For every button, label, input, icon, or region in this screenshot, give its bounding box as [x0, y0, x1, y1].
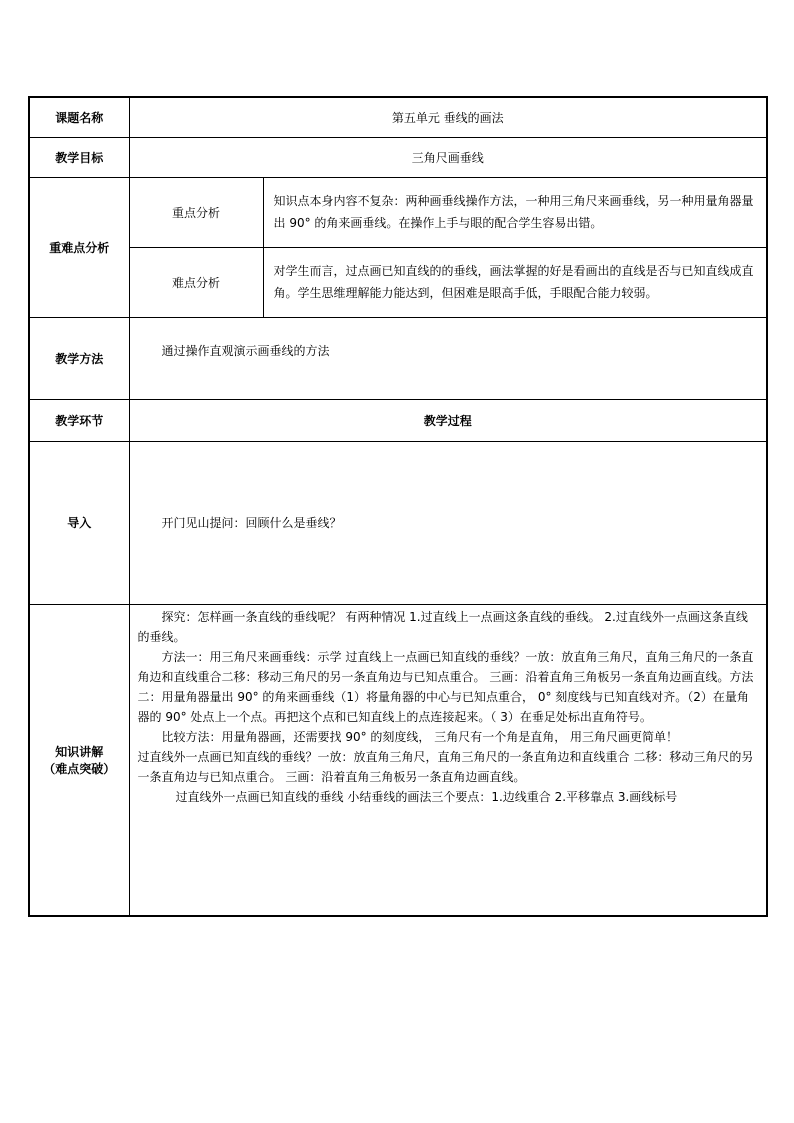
- title-label: 课题名称: [29, 97, 129, 137]
- knowledge-paragraph: 方法一：用三角尺来画垂线：示学 过直线上一点画已知直线的垂线？一放：放直角三角尺，直角三角尺的一条直角边和直线重合二移：移动三角尺的另一条直角边与已知点重合。 三画：沿着直角三角板另一条直角边画直线。方法二：用量角器量出 90° 的角来画垂线（1）将量角器的中心与已知点重合， 0° 刻度线与已知直线对齐。（2）在量角器的 90° 处点上一个点。再把这个点和已知直线上的点连接起来。（ 3）在垂足处标出直角符号。: [137, 649, 754, 724]
- difficult-analysis-text: 对学生而言，过点画已知直线的的垂线，画法掌握的好是看画出的直线是否与已知直线成直角。学生思维理解能力能达到，但困难是眼高手低，手眼配合能力较弱。: [263, 247, 767, 317]
- stage-row: [29, 399, 767, 441]
- lesson-plan-table: [28, 96, 768, 917]
- key-analysis-text: 知识点本身内容不复杂：两种画垂线操作方法，一种用三角尺来画垂线，另一种用量角器量出 90° 的角来画垂线。在操作上手与眼的配合学生容易出错。: [263, 177, 767, 247]
- objective-row: [29, 137, 767, 177]
- key-analysis-label: 重点分析: [129, 177, 263, 247]
- objective-value: 三角尺画垂线: [129, 137, 767, 177]
- method-value: 通过操作直观演示画垂线的方法: [129, 317, 767, 399]
- method-label: 教学方法: [29, 317, 129, 399]
- title-value: 第五单元 垂线的画法: [129, 97, 767, 137]
- intro-value: 开门见山提问：回顾什么是垂线？: [129, 441, 767, 604]
- knowledge-content: [129, 604, 767, 916]
- intro-label: 导入: [29, 441, 129, 604]
- difficult-analysis-row: [29, 247, 767, 317]
- title-row: [29, 97, 767, 137]
- analysis-label: 重难点分析: [29, 177, 129, 317]
- knowledge-label-line1: 知识讲解: [55, 744, 104, 759]
- stage-label: 教学环节: [29, 399, 129, 441]
- difficult-analysis-label: 难点分析: [129, 247, 263, 317]
- knowledge-label-line2: （难点突破）: [43, 761, 116, 776]
- knowledge-row: [29, 604, 767, 916]
- knowledge-paragraph: 过直线外一点画已知直线的垂线？一放：放直角三角尺，直角三角尺的一条直角边和直线重合 二移：移动三角尺的另一条直角边与已知点重合。 三画：沿着直角三角板另一条直角边画直线。: [137, 749, 754, 784]
- process-heading: 教学过程: [129, 399, 767, 441]
- objective-label: 教学目标: [29, 137, 129, 177]
- knowledge-paragraph: 过直线外一点画已知直线的垂线 小结垂线的画法三个要点：1.边线重合 2.平移靠点 3.画线标号: [175, 789, 678, 804]
- knowledge-paragraph: 比较方法：用量角器画，还需要找 90° 的刻度线， 三角尺有一个角是直角， 用三角尺画更简单！: [161, 729, 679, 744]
- knowledge-paragraph: 探究：怎样画一条直线的垂线呢？ 有两种情况 1.过直线上一点画这条直线的垂线。 2.过直线外一点画这条直线的垂线。: [137, 609, 748, 644]
- intro-row: [29, 441, 767, 604]
- method-row: [29, 317, 767, 399]
- key-analysis-row: [29, 177, 767, 247]
- knowledge-label: [29, 604, 129, 916]
